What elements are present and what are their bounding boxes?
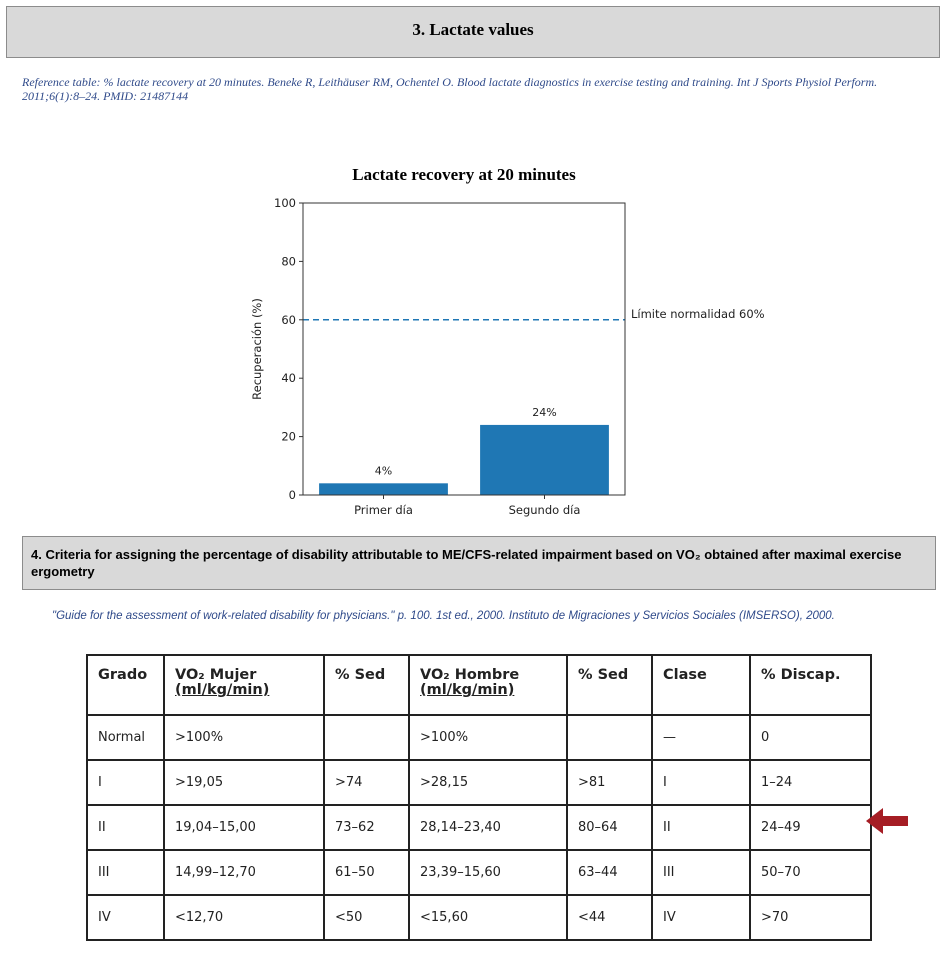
cell-grado: III xyxy=(87,850,164,895)
y-tick-label: 20 xyxy=(281,429,296,444)
left-arrow-icon xyxy=(866,808,910,834)
disability-criteria-table xyxy=(86,654,872,941)
section-4-header xyxy=(22,536,936,590)
cell-clase: — xyxy=(652,715,750,760)
cell-sed-mujer: 73–62 xyxy=(324,805,409,850)
cell-discap: 1–24 xyxy=(750,760,871,805)
reference-line-label: Límite normalidad 60% xyxy=(631,306,765,321)
table-header-row xyxy=(87,655,871,715)
cell-discap: 0 xyxy=(750,715,871,760)
section-3-title: 3. Lactate values xyxy=(412,20,534,39)
table-row xyxy=(87,805,871,850)
lactate-chart xyxy=(230,156,810,526)
chart-title: Lactate recovery at 20 minutes xyxy=(352,165,576,184)
y-axis-label: Recuperación (%) xyxy=(250,298,264,400)
table-row xyxy=(87,850,871,895)
cell-sed-mujer: >74 xyxy=(324,760,409,805)
cell-clase: IV xyxy=(652,895,750,940)
cell-vo2-mujer: 19,04–15,00 xyxy=(164,805,324,850)
cell-vo2-mujer: >19,05 xyxy=(164,760,324,805)
y-tick-label: 100 xyxy=(274,196,296,210)
table-row xyxy=(87,760,871,805)
header-sed-mujer: % Sed xyxy=(324,655,409,715)
cell-grado: II xyxy=(87,805,164,850)
header-sed-hombre: % Sed xyxy=(567,655,652,715)
section-4-reference: "Guide for the assessment of work-related disability for physicians." p. 100. 1st ed., 2000. Instituto de Migraciones y Servicios Sociales (IMSERSO), 2000. xyxy=(52,610,835,622)
cell-grado: IV xyxy=(87,895,164,940)
cell-vo2-hombre: >100% xyxy=(409,715,567,760)
header-clase: Clase xyxy=(652,655,750,715)
table-row xyxy=(87,895,871,940)
chart-bar xyxy=(319,483,448,495)
header-discap: % Discap. xyxy=(750,655,871,715)
cell-sed-hombre: 80–64 xyxy=(567,805,652,850)
cell-sed-mujer xyxy=(324,715,409,760)
cell-discap: 24–49 xyxy=(750,805,871,850)
cell-vo2-hombre: >28,15 xyxy=(409,760,567,805)
chart-bar xyxy=(480,425,609,495)
header-vo2-hombre: VO₂ Hombre (ml/kg/min) xyxy=(409,655,567,715)
cell-vo2-hombre: 23,39–15,60 xyxy=(409,850,567,895)
table-row xyxy=(87,715,871,760)
cell-discap: >70 xyxy=(750,895,871,940)
section-3-reference: Reference table: % lactate recovery at 20 minutes. Beneke R, Leithäuser RM, Ochentel O. Blood lactate diagnostics in exercise testing and training. Int J Sports Physiol Perform. 2011;6(1):8–24. PMID: 21487144 xyxy=(22,75,878,103)
header-vo2-mujer: VO₂ Mujer (ml/kg/min) xyxy=(164,655,324,715)
x-tick-label: Segundo día xyxy=(508,503,581,517)
y-tick-label: 60 xyxy=(281,312,296,327)
cell-vo2-mujer: >100% xyxy=(164,715,324,760)
cell-vo2-hombre: <15,60 xyxy=(409,895,567,940)
cell-sed-hombre: <44 xyxy=(567,895,652,940)
cell-vo2-mujer: <12,70 xyxy=(164,895,324,940)
y-tick-label: 0 xyxy=(288,488,296,502)
section-3-header xyxy=(6,6,940,58)
y-tick-label: 40 xyxy=(281,371,296,386)
cell-vo2-hombre: 28,14–23,40 xyxy=(409,805,567,850)
cell-discap: 50–70 xyxy=(750,850,871,895)
y-tick-label: 80 xyxy=(281,254,296,269)
bar-value-label: 24% xyxy=(532,405,557,419)
cell-clase: II xyxy=(652,805,750,850)
cell-sed-hombre: >81 xyxy=(567,760,652,805)
cell-vo2-mujer: 14,99–12,70 xyxy=(164,850,324,895)
cell-sed-mujer: <50 xyxy=(324,895,409,940)
cell-clase: III xyxy=(652,850,750,895)
cell-grado: I xyxy=(87,760,164,805)
section-4-title: 4. Criteria for assigning the percentage of disability attributable to ME/CFS-related impairment based on VO₂ obtained after maximal exercise ergometry xyxy=(31,547,902,579)
header-grado: Grado xyxy=(87,655,164,715)
cell-sed-hombre: 63–44 xyxy=(567,850,652,895)
cell-clase: I xyxy=(652,760,750,805)
x-tick-label: Primer día xyxy=(354,503,413,517)
cell-grado: Normal xyxy=(87,715,164,760)
bar-value-label: 4% xyxy=(374,464,393,478)
cell-sed-mujer: 61–50 xyxy=(324,850,409,895)
cell-sed-hombre xyxy=(567,715,652,760)
lactate-chart-svg xyxy=(230,156,810,526)
